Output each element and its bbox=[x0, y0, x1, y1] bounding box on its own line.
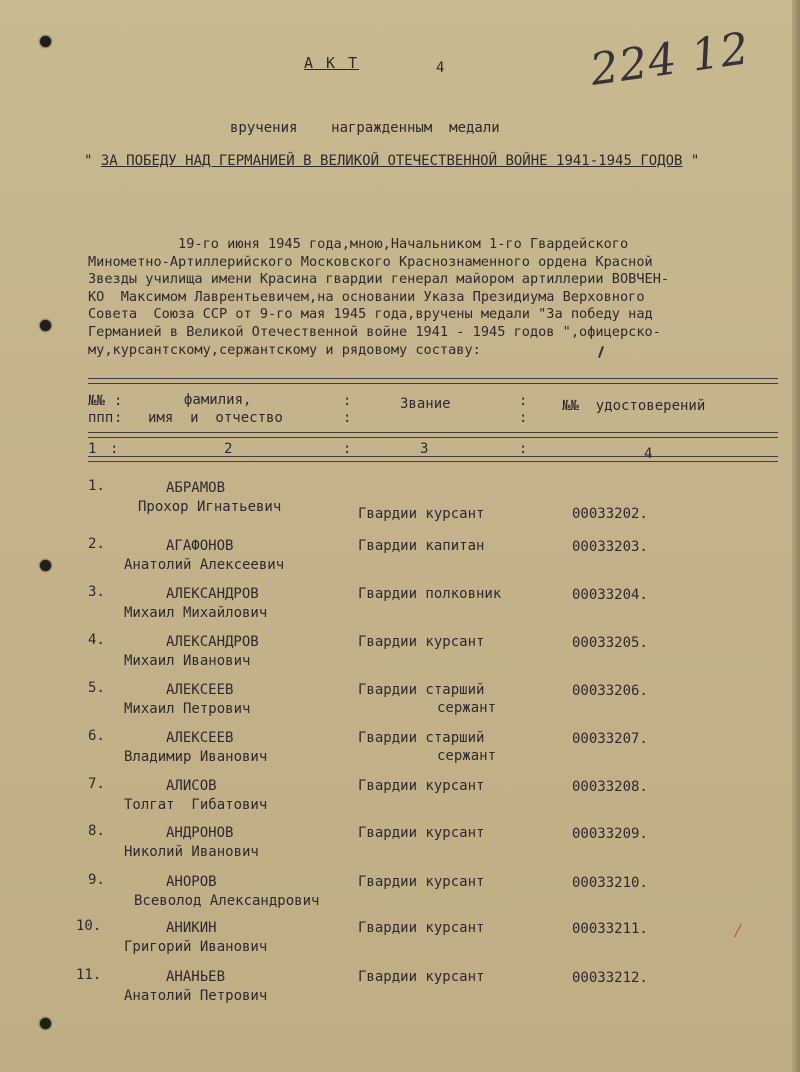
row-number: 2. bbox=[88, 536, 105, 552]
row-surname: АНИКИН bbox=[166, 920, 217, 936]
paragraph-line: КО Максимом Лаврентьевичем,на основании Указа Президиума Верховного bbox=[88, 288, 645, 305]
row-surname: АБРАМОВ bbox=[166, 480, 226, 496]
row-certificate-number: 00033211. bbox=[572, 921, 648, 937]
header-name-bottom: имя и отчество bbox=[148, 410, 283, 426]
row-surname: АГАФОНОВ bbox=[166, 538, 234, 554]
header-num-top: №№ bbox=[88, 393, 105, 409]
column-number: 3 bbox=[420, 441, 429, 457]
row-given-names: Прохор Игнатьевич bbox=[138, 499, 282, 515]
medal-close-quote: " bbox=[690, 153, 700, 169]
column-number: 4 bbox=[644, 446, 653, 462]
row-number: 8. bbox=[88, 823, 105, 839]
binder-hole bbox=[40, 320, 51, 331]
row-given-names: Владимир Иванович bbox=[124, 749, 268, 765]
column-separator: : bbox=[114, 393, 123, 409]
binder-hole bbox=[40, 560, 51, 571]
row-rank-continued: сержант bbox=[437, 700, 497, 716]
row-surname: АЛЕКСАНДРОВ bbox=[166, 586, 259, 602]
column-separator: : bbox=[519, 393, 528, 409]
column-number: 1 bbox=[88, 441, 97, 457]
table-rule bbox=[88, 383, 778, 384]
table-rule bbox=[88, 437, 778, 438]
row-surname: АНОРОВ bbox=[166, 874, 217, 890]
paragraph-line: Минометно-Артиллерийского Московского Краснознаменного ордена Красной bbox=[88, 253, 653, 270]
row-given-names: Николий Иванович bbox=[124, 844, 259, 860]
row-number: 7. bbox=[88, 776, 105, 792]
row-number: 5. bbox=[88, 680, 105, 696]
column-separator: : bbox=[343, 441, 352, 457]
row-number: 10. bbox=[76, 918, 102, 934]
row-given-names: Анатолий Петрович bbox=[124, 988, 268, 1004]
row-certificate-number: 00033209. bbox=[572, 826, 648, 842]
table-rule bbox=[88, 432, 778, 433]
row-given-names: Толгат Гибатович bbox=[124, 797, 268, 813]
row-number: 4. bbox=[88, 632, 105, 648]
row-certificate-number: 00033204. bbox=[572, 587, 648, 603]
row-certificate-number: 00033203. bbox=[572, 539, 648, 555]
row-rank: Гвардии курсант bbox=[358, 634, 485, 650]
row-surname: АЛЕКСАНДРОВ bbox=[166, 634, 259, 650]
table-rule bbox=[88, 461, 778, 462]
row-rank: Гвардии курсант bbox=[358, 874, 485, 890]
medal-title bbox=[84, 153, 699, 169]
column-separator: : bbox=[343, 393, 352, 409]
row-certificate-number: 00033205. bbox=[572, 635, 648, 651]
handwritten-archive-number: 224 12 bbox=[587, 23, 753, 96]
row-rank: Гвардии капитан bbox=[358, 538, 485, 554]
column-separator: : bbox=[519, 410, 528, 426]
column-number: 2 bbox=[224, 441, 233, 457]
paragraph-line: Совета Союза ССР от 9-го мая 1945 года,вручены медали "За победу над bbox=[88, 306, 653, 323]
red-pencil-mark: ⁄ bbox=[732, 918, 745, 942]
binder-hole bbox=[40, 1018, 51, 1029]
row-certificate-number: 00033208. bbox=[572, 779, 648, 795]
column-separator: : bbox=[343, 410, 352, 426]
row-rank-continued: сержант bbox=[437, 748, 497, 764]
row-rank: Гвардии курсант bbox=[358, 969, 485, 985]
row-number: 6. bbox=[88, 728, 105, 744]
row-certificate-number: 00033207. bbox=[572, 731, 648, 747]
row-rank: Гвардии старший bbox=[358, 682, 485, 698]
row-surname: АЛЕКСЕЕВ bbox=[166, 682, 234, 698]
row-rank: Гвардии курсант bbox=[358, 778, 485, 794]
row-certificate-number: 00033210. bbox=[572, 875, 648, 891]
row-surname: АЛЕКСЕЕВ bbox=[166, 730, 234, 746]
row-rank: Гвардии курсант bbox=[358, 825, 485, 841]
row-certificate-number: 00033206. bbox=[572, 683, 648, 699]
row-surname: АНДРОНОВ bbox=[166, 825, 234, 841]
paragraph-line: Германией в Великой Отечественной войне 1941 - 1945 годов ",офицерско- bbox=[88, 323, 661, 340]
column-separator: : bbox=[114, 410, 123, 426]
document-title: А К Т bbox=[304, 54, 360, 72]
table-rule bbox=[88, 378, 778, 379]
binder-hole bbox=[40, 36, 51, 47]
intro-paragraph bbox=[88, 236, 788, 359]
row-given-names: Михаил Петрович bbox=[124, 701, 251, 717]
header-rank: Звание bbox=[400, 396, 451, 412]
header-name-top: фамилия, bbox=[184, 392, 252, 408]
title-mark: 4 bbox=[436, 60, 445, 76]
row-given-names: Михаил Иванович bbox=[124, 653, 251, 669]
medal-open-quote: " bbox=[84, 153, 93, 169]
row-number: 11. bbox=[76, 967, 102, 983]
row-certificate-number: 00033202. bbox=[572, 506, 648, 522]
row-number: 9. bbox=[88, 872, 105, 888]
header-cert: №№ удостоверений bbox=[562, 398, 706, 414]
header-num-bottom: ппп bbox=[88, 410, 114, 426]
row-given-names: Григорий Иванович bbox=[124, 939, 268, 955]
table-rule bbox=[88, 456, 778, 457]
row-rank: Гвардии полковник bbox=[358, 586, 502, 602]
paragraph-line: 19-го июня 1945 года,мною,Начальником 1-го Гвардейского bbox=[88, 236, 629, 252]
row-surname: АЛИСОВ bbox=[166, 778, 217, 794]
paragraph-line: Звезды училища имени Красина гвардии генерал майором артиллерии ВОВЧЕН- bbox=[88, 271, 670, 288]
column-separator: : bbox=[110, 441, 119, 457]
row-given-names: Всеволод Александрович bbox=[134, 893, 320, 909]
row-given-names: Анатолий Алексеевич bbox=[124, 557, 285, 573]
medal-name: ЗА ПОБЕДУ НАД ГЕРМАНИЕЙ В ВЕЛИКОЙ ОТЕЧЕСТВЕННОЙ ВОЙНЕ 1941-1945 ГОДОВ bbox=[100, 153, 683, 169]
document-subtitle: вручения награжденным медали bbox=[230, 120, 500, 136]
row-rank: Гвардии курсант bbox=[358, 920, 485, 936]
row-given-names: Михаил Михайлович bbox=[124, 605, 268, 621]
row-rank: Гвардии старший bbox=[358, 730, 485, 746]
column-separator: : bbox=[519, 441, 528, 457]
paragraph-line: му,курсантскому,сержантскому и рядовому составу: bbox=[88, 341, 481, 358]
row-number: 1. bbox=[88, 478, 105, 494]
row-rank: Гвардии курсант bbox=[358, 506, 485, 522]
row-number: 3. bbox=[88, 584, 105, 600]
row-certificate-number: 00033212. bbox=[572, 970, 648, 986]
row-surname: АНАНЬЕВ bbox=[166, 969, 226, 985]
